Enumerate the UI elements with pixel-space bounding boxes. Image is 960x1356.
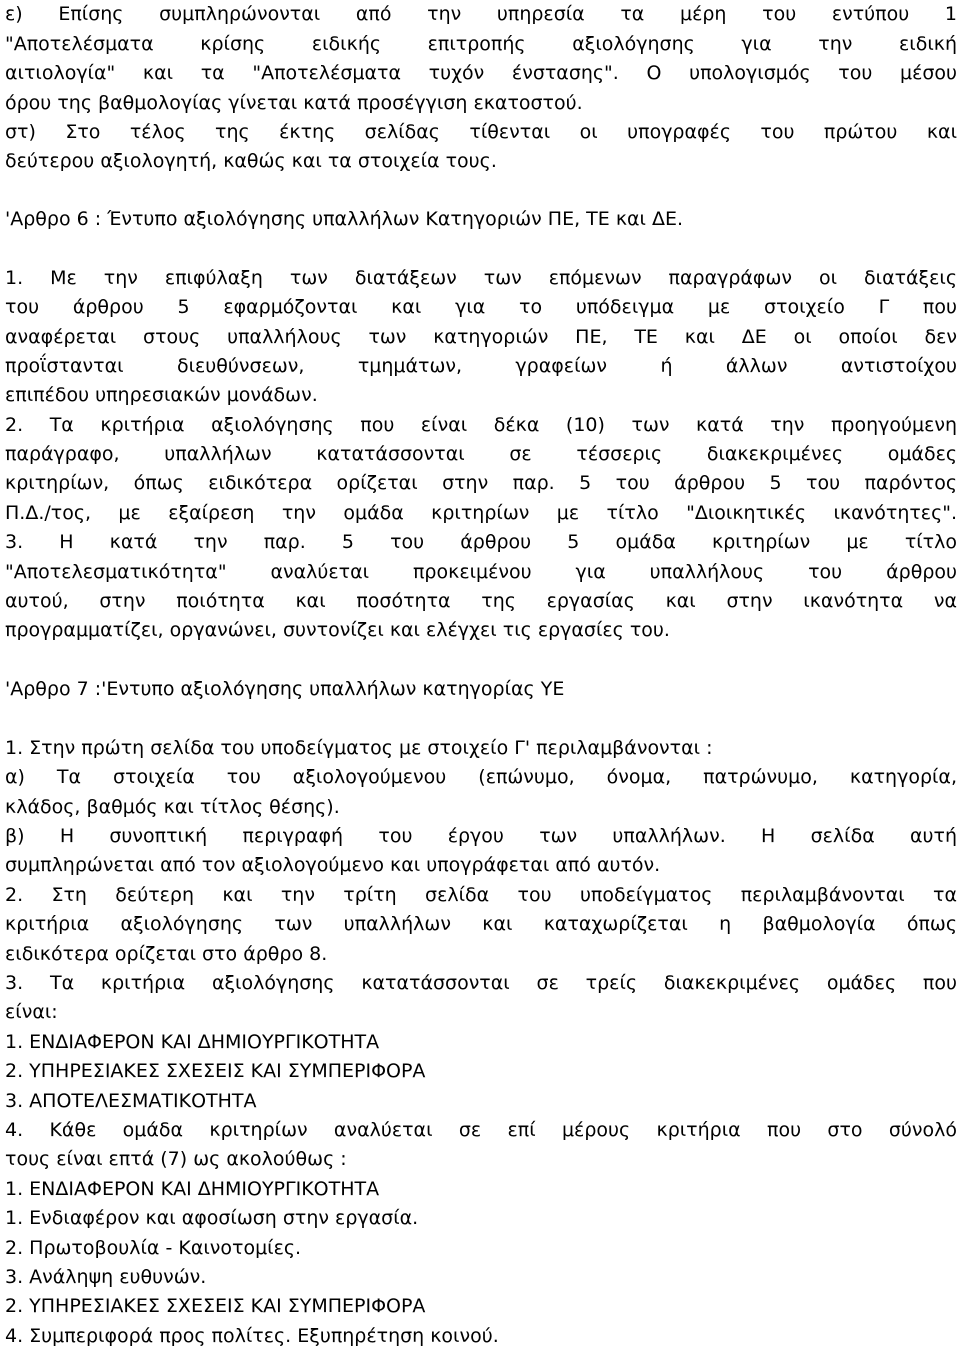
- text-line: κριτηρίων, όπως ειδικότερα ορίζεται στην παρ. 5 του άρθρου 5 του παρόντος: [5, 472, 957, 494]
- text-line: 1. ΕΝΔΙΑΦΕΡΟΝ ΚΑΙ ΔΗΜΙΟΥΡΓΙΚΟΤΗΤΑ: [5, 1178, 380, 1200]
- text-line: 4. Κάθε ομάδα κριτηρίων αναλύεται σε επί μέρους κριτήρια που στο σύνολό: [5, 1119, 957, 1141]
- text-line: "Αποτελεσματικότητα" αναλύεται προκειμένου για υπαλλήλους του άρθρου: [5, 561, 957, 583]
- text-line: αιτιολογία" και τα "Αποτελέσματα τυχόν ένστασης". Ο υπολογισμός του μέσου: [5, 62, 957, 84]
- text-line: "Αποτελέσματα κρίσης ειδικής επιτροπής αξιολόγησης για την ειδική: [5, 33, 957, 55]
- text-line: 3. Η κατά την παρ. 5 του άρθρου 5 ομάδα κριτηρίων με τίτλο: [5, 531, 957, 553]
- text-line: κριτήρια αξιολόγησης των υπαλλήλων και καταχωρίζεται η βαθμολογία όπως: [5, 913, 957, 935]
- text-line: συμπληρώνεται από τον αξιολογούμενο και υπογράφεται από αυτόν.: [5, 854, 661, 876]
- text-line: είναι:: [5, 1001, 58, 1023]
- text-line: επιπέδου υπηρεσιακών μονάδων.: [5, 384, 318, 406]
- text-line: 'Αρθρο 7 :'Εντυπο αξιολόγησης υπαλλήλων κατηγορίας ΥΕ: [5, 678, 565, 700]
- text-line: 3. Ανάληψη ευθυνών.: [5, 1266, 207, 1288]
- text-line: 1. ΕΝΔΙΑΦΕΡΟΝ ΚΑΙ ΔΗΜΙΟΥΡΓΙΚΟΤΗΤΑ: [5, 1031, 380, 1053]
- text-line: α) Τα στοιχεία του αξιολογούμενου (επώνυμο, όνομα, πατρώνυμο, κατηγορία,: [5, 766, 957, 788]
- text-line: 3. Τα κριτήρια αξιολόγησης κατατάσσονται σε τρείς διακεκριμένες ομάδες που: [5, 972, 957, 994]
- text-line: 1. Ενδιαφέρον και αφοσίωση στην εργασία.: [5, 1207, 419, 1229]
- text-line: Π.Δ./τος, με εξαίρεση την ομάδα κριτηρίων με τίτλο "Διοικητικές ικανότητες".: [5, 502, 957, 524]
- text-line: αναφέρεται στους υπαλλήλους των κατηγοριών ΠΕ, ΤΕ και ΔΕ οι οποίοι δεν: [5, 326, 957, 348]
- text-line: 2. ΥΠΗΡΕΣΙΑΚΕΣ ΣΧΕΣΕΙΣ ΚΑΙ ΣΥΜΠΕΡΙΦΟΡΑ: [5, 1295, 426, 1317]
- text-line: προΐστανται διευθύνσεων, τμημάτων, γραφείων ή άλλων αντιστοίχου: [5, 355, 957, 377]
- text-line: ειδικότερα ορίζεται στο άρθρο 8.: [5, 943, 328, 965]
- text-line: 4. Συμπεριφορά προς πολίτες. Εξυπηρέτηση κοινού.: [5, 1325, 499, 1347]
- text-line: δεύτερου αξιολογητή, καθώς και τα στοιχεία τους.: [5, 150, 497, 172]
- text-line: 3. ΑΠΟΤΕΛΕΣΜΑΤΙΚΟΤΗΤΑ: [5, 1090, 257, 1112]
- text-line: 2. ΥΠΗΡΕΣΙΑΚΕΣ ΣΧΕΣΕΙΣ ΚΑΙ ΣΥΜΠΕΡΙΦΟΡΑ: [5, 1060, 426, 1082]
- text-line: 2. Πρωτοβουλία - Καινοτομίες.: [5, 1237, 302, 1259]
- text-line: 2. Στη δεύτερη και την τρίτη σελίδα του υποδείγματος περιλαμβάνονται τα: [5, 884, 957, 906]
- text-line: β) Η συνοπτική περιγραφή του έργου των υπαλλήλων. Η σελίδα αυτή: [5, 825, 957, 847]
- text-line: 'Αρθρο 6 : Έντυπο αξιολόγησης υπαλλήλων Κατηγοριών ΠΕ, ΤΕ και ΔΕ.: [5, 208, 684, 230]
- text-line: παράγραφο, υπαλλήλων κατατάσσονται σε τέσσερις διακεκριμένες ομάδες: [5, 443, 957, 465]
- text-line: στ) Στο τέλος της έκτης σελίδας τίθενται οι υπογραφές του πρώτου και: [5, 121, 957, 143]
- text-line: αυτού, στην ποιότητα και ποσότητα της εργασίας και στην ικανότητα να: [5, 590, 957, 612]
- text-line: προγραμματίζει, οργανώνει, συντονίζει και ελέγχει τις εργασίες του.: [5, 619, 670, 641]
- text-line: του άρθρου 5 εφαρμόζονται και για το υπόδειγμα με στοιχείο Γ που: [5, 296, 957, 318]
- text-line: όρου της βαθμολογίας γίνεται κατά προσέγγιση εκατοστού.: [5, 92, 583, 114]
- text-line: 2. Τα κριτήρια αξιολόγησης που είναι δέκα (10) των κατά την προηγούμενη: [5, 414, 957, 436]
- text-line: ε) Επίσης συμπληρώνονται από την υπηρεσία τα μέρη του εντύπου 1: [5, 3, 957, 25]
- text-line: 1. Με την επιφύλαξη των διατάξεων των επόμενων παραγράφων οι διατάξεις: [5, 267, 957, 289]
- text-line: 1. Στην πρώτη σελίδα του υποδείγματος με στοιχείο Γ' περιλαμβάνονται :: [5, 737, 713, 759]
- text-line: κλάδος, βαθμός και τίτλος θέσης).: [5, 796, 340, 818]
- text-line: τους είναι επτά (7) ως ακολούθως :: [5, 1148, 347, 1170]
